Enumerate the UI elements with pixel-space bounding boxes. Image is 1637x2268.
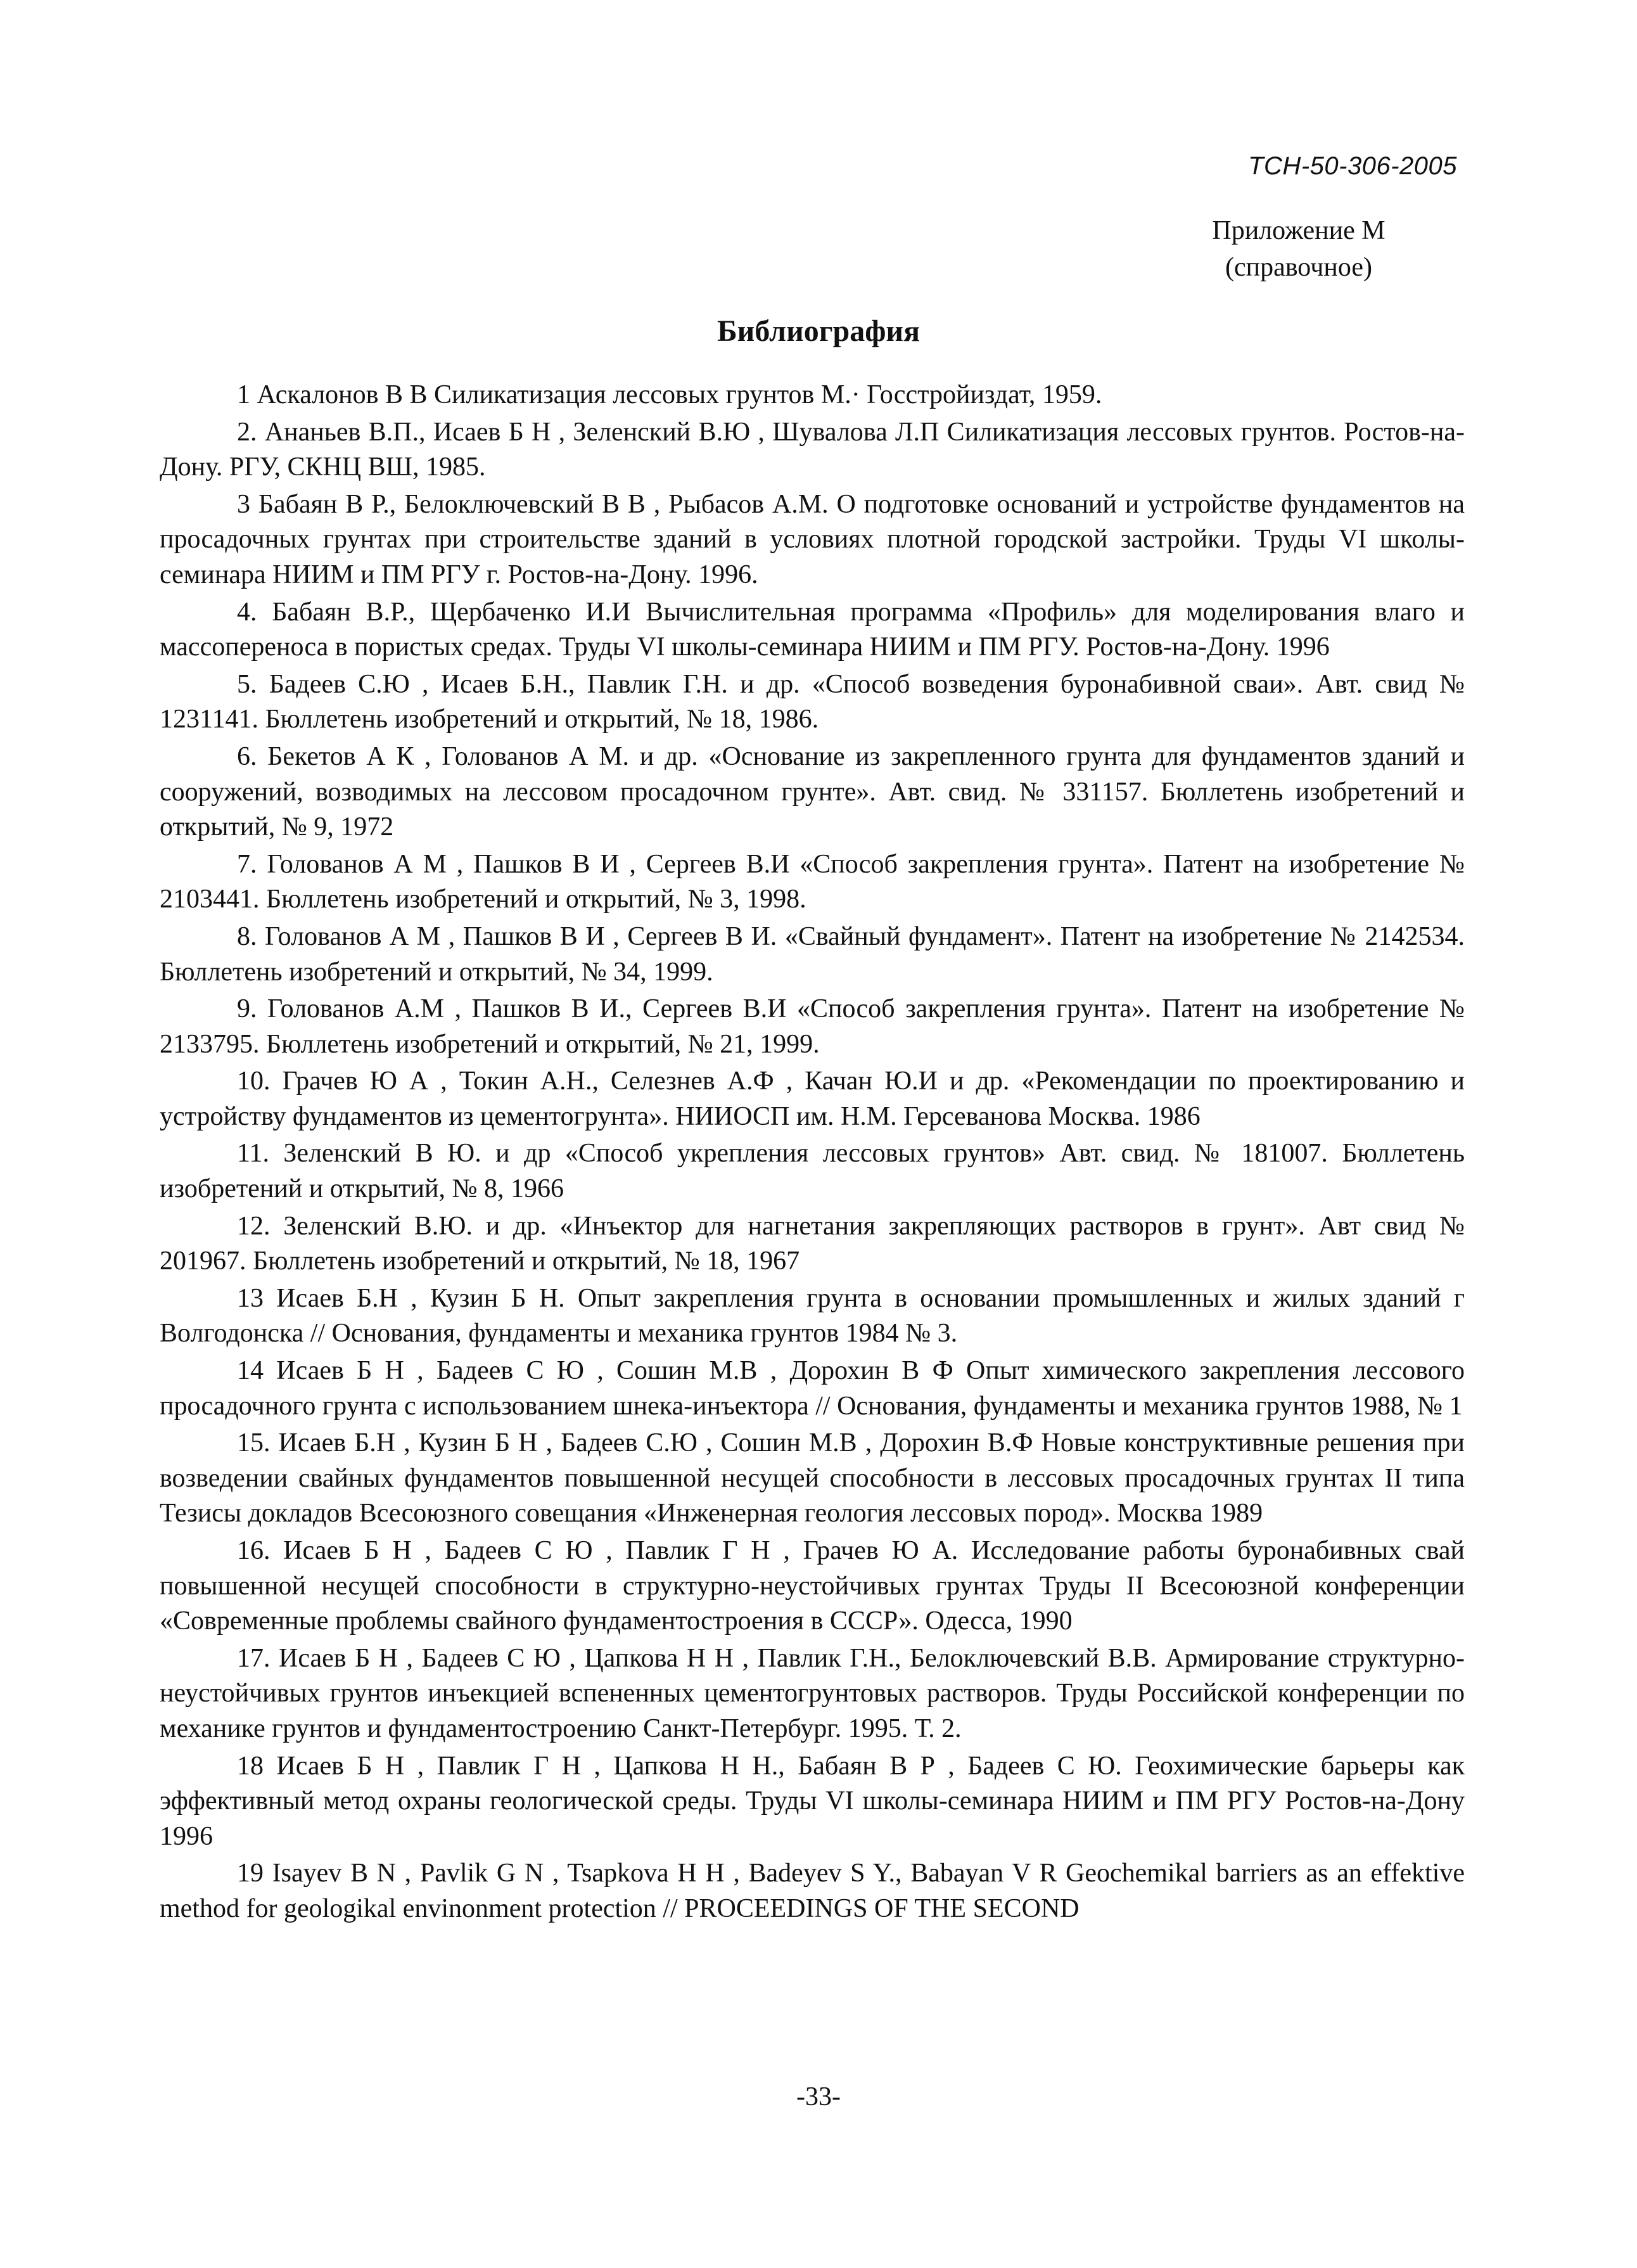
reference-item: 1 Аскалонов В В Силикатизация лессовых грунтов М.· Госстройиздат, 1959. [237, 380, 1102, 409]
reference-item: 5. Бадеев С.Ю , Исаев Б.Н., Павлик Г.Н. и др. «Способ возведения буронабивной сваи». Авт. свид № 1231141. Бюллетень изобретений и открытий, № 18, 1986. [160, 669, 1465, 734]
appendix-label [1191, 212, 1406, 286]
reference-item: 2. Ананьев В.П., Исаев Б Н , Зеленский В.Ю , Шувалова Л.П Силикатизация лессовых грунтов. Ростов-на-Дону. РГУ, СКНЦ ВШ, 1985. [160, 417, 1465, 482]
reference-item: 8. Голованов А М , Пашков В И , Сергеев В И. «Свайный фундамент». Патент на изобретение № 2142534. Бюллетень изобретений и открытий, № 34, 1999. [160, 921, 1465, 987]
document-code: ТСН-50-306-2005 [1248, 152, 1457, 180]
bibliography-list [160, 378, 1465, 1929]
appendix-type: (справочное) [1225, 253, 1372, 282]
reference-item: 18 Исаев Б Н , Павлик Г Н , Цапкова Н Н., Бабаян В Р , Бадеев С Ю. Геохимические барьеры как эффективный метод охраны геологической среды. Труды VI школы-семинара НИИМ и ПМ РГУ Ростов-на-Дону 1996 [160, 1751, 1465, 1851]
reference-item: 15. Исаев Б.Н , Кузин Б Н , Бадеев С.Ю , Сошин М.В , Дорохин В.Ф Новые конструктивные решения при возведении свайных фундаментов повышенной несущей способности в лессовых просадочных грунтах II типа Тезисы докладов Всесоюзного совещания «Инженерная геология лессовых пород». Москва 1989 [160, 1428, 1465, 1528]
reference-item: 10. Грачев Ю А , Токин А.Н., Селезнев А.Ф , Качан Ю.И и др. «Рекомендации по проектированию и устройству фундаментов из цементогрунта». НИИОСП им. Н.М. Герсеванова Москва. 1986 [160, 1067, 1465, 1131]
page-title: Библиография [717, 314, 920, 348]
appendix-title: Приложение М [1212, 216, 1385, 245]
reference-item: 13 Исаев Б.Н , Кузин Б Н. Опыт закрепления грунта в основании промышленных и жилых зданий г Волгодонска // Основания, фундаменты и механика грунтов 1984 № 3. [160, 1283, 1465, 1349]
reference-item: 6. Бекетов А К , Голованов А М. и др. «Основание из закрепленного грунта для фундаментов зданий и сооружений, возводимых на лессовом просадочном грунте». Авт. свид. № 331157. Бюллетень изобретений и открытий, № 9, 1972 [160, 741, 1465, 842]
reference-item: 16. Исаев Б Н , Бадеев С Ю , Павлик Г Н , Грачев Ю А. Исследование работы буронабивных свай повышенной несущей способности в структурно-неустойчивых грунтах Труды II Всесоюзной конференции «Современные проблемы свайного фундаментостроения в СССР». Одесса, 1990 [160, 1536, 1465, 1636]
reference-item: 19 Isayev B N , Pavlik G N , Tsapkova H H , Badeyev S Y., Babayan V R Geochemikal barriers as an effektive method for geologikal envinonment protection // PROCEEDINGS OF THE SECOND [160, 1859, 1465, 1923]
reference-item: 3 Бабаян В Р., Белоключевский В В , Рыбасов А.М. О подготовке оснований и устройстве фундаментов на просадочных грунтах при строительстве зданий в условиях плотной городской застройки. Труды VI школы-семинара НИИМ и ПМ РГУ г. Ростов-на-Дону. 1996. [160, 489, 1465, 589]
reference-item: 4. Бабаян В.Р., Щербаченко И.И Вычислительная программа «Профиль» для моделирования влаго и массопереноса в пористых средах. Труды VI школы-семинара НИИМ и ПМ РГУ. Ростов-на-Дону. 1996 [160, 597, 1465, 662]
reference-item: 17. Исаев Б Н , Бадеев С Ю , Цапкова Н Н , Павлик Г.Н., Белоключевский В.В. Армирование структурно-неустойчивых грунтов инъекцией вспененных цементогрунтовых растворов. Труды Российской конференции по механике грунтов и фундаментостроению Санкт-Петербург. 1995. Т. 2. [160, 1643, 1465, 1743]
page-number: -33- [796, 2082, 841, 2111]
reference-item: 9. Голованов А.М , Пашков В И., Сергеев В.И «Способ закрепления грунта». Патент на изобретение № 2133795. Бюллетень изобретений и открытий, № 21, 1999. [160, 994, 1465, 1059]
reference-item: 14 Исаев Б Н , Бадеев С Ю , Сошин М.В , Дорохин В Ф Опыт химического закрепления лессового просадочного грунта с использованием шнека-инъектора // Основания, фундаменты и механика грунтов 1988, № 1 [160, 1356, 1465, 1421]
reference-item: 12. Зеленский В.Ю. и др. «Инъектор для нагнетания закрепляющих растворов в грунт». Авт свид № 201967. Бюллетень изобретений и открытий, № 18, 1967 [160, 1211, 1465, 1276]
reference-item: 11. Зеленский В Ю. и др «Способ укрепления лессовых грунтов» Авт. свид. № 181007. Бюллетень изобретений и открытий, № 8, 1966 [160, 1139, 1465, 1204]
reference-item: 7. Голованов А М , Пашков В И , Сергеев В.И «Способ закрепления грунта». Патент на изобретение № 2103441. Бюллетень изобретений и открытий, № 3, 1998. [160, 849, 1465, 914]
